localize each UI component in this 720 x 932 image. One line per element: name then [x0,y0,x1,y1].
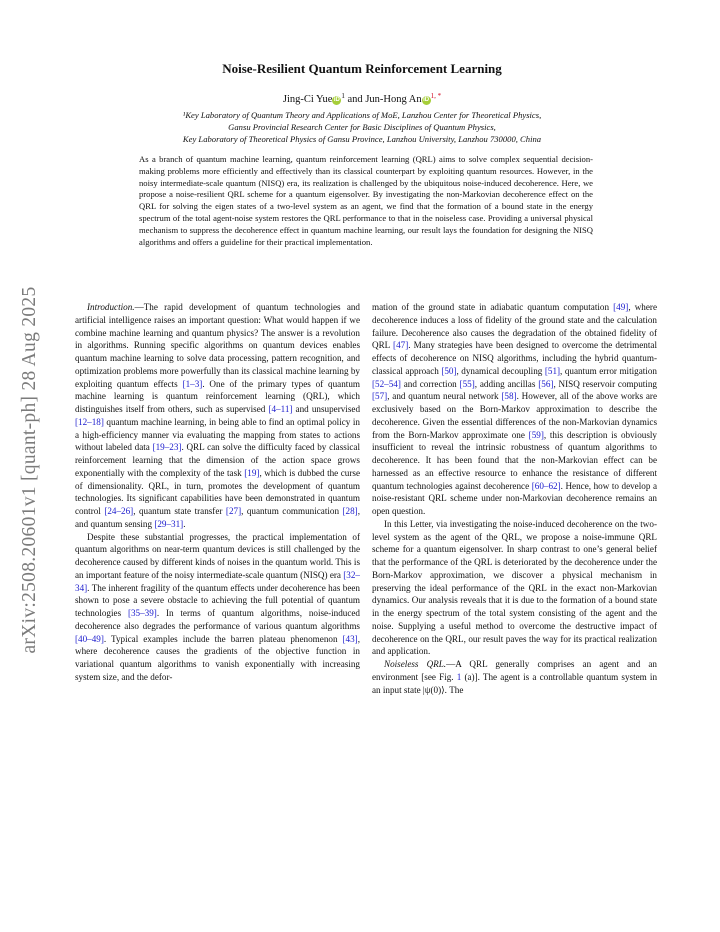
author-name: Jun-Hong An [365,94,422,105]
body-text: . Hence, how to develop a noise-resistant QRL scheme under non-Markovian decoherence remains an open question. [372,480,657,516]
body-column-right [372,301,657,696]
citation-link[interactable]: [35–39] [127,608,157,618]
body-text: , adding ancillas [474,378,539,389]
author-line [120,92,604,105]
citation-link[interactable]: [56] [538,378,554,389]
body-text: . One of the primary types of quantum machine learning is quantum reinforcement learning (QRL), which distinguishes itself from others, such as supervised [75,378,360,414]
citation-link[interactable]: [59] [528,429,544,440]
body-paragraph [372,658,657,696]
body-text: . [183,518,186,529]
citation-link[interactable]: [28] [342,506,358,516]
body-text: quantum machine learning, in being able to find an optimal policy in a high-efficiency manner via evaluating the mapping from states to actions without labeled data [75,416,360,453]
body-text: Despite these substantial progresses, the practical implementation of quantum algorithms on near-term quantum devices is still challenged by the decoherence caused by different kinds of noises in the quantum world. This is an important feature of the noisy intermediate-scale quantum (NISQ) era [75,531,360,580]
body-text: . In terms of quantum algorithms, noise-induced decoherence also degrades the performance of various quantum algorithms [75,608,360,631]
affiliation-line: Gansu Provincial Research Center for Basic Disciplines of Quantum Physics, [228,122,496,132]
body-text: , and quantum neural network [387,391,502,402]
body-column-left [75,301,360,684]
citation-link[interactable]: [24–26] [104,506,134,516]
citation-link[interactable]: [57] [372,391,388,402]
author-affil-marker[interactable]: 1, * [430,92,442,100]
body-text: . Many strategies have been designed to overcome the detrimental effects of decoherence on NISQ algorithms, including the hybrid quantum-classical approach [372,340,657,376]
body-text: , NISQ reservoir computing [553,378,657,389]
orcid-icon[interactable]: iD [423,97,430,103]
body-text: and correction [400,378,460,389]
body-text: . QRL can solve the difficulty faced by classical reinforcement learning that the dimension of the action space grows exponentially with the complexity of the task [75,442,360,478]
body-paragraph [75,531,360,684]
body-text: In this Letter, via investigating the noise-induced decoherence on the two-level system as the agent of the QRL, we propose a noise-immune QRL scheme for a quantum eigensolver. In sharp contrast to one’s general belief that the performance of the QRL is deteriorated by the decoherence under the Born-Markov approximation, we discover a physical mechanism in preserving the ideal performance of the QRL in the exact non-Markovian dynamics. Our analysis reveals that it is due to the formation of a bound state in the energy spectrum of the total system consisting of the agent and the noise. Supplying a useful method to overcome the destructive impact of decoherence on the QRL, our result paves the way for its practical realization and application. [372,518,657,657]
citation-link[interactable]: [49] [613,302,629,312]
arxiv-identifier-text: arXiv:2508.20601v1 [quant-ph] 28 Aug 2025 [19,286,40,654]
body-text: , this description is obviously insufficient to reveal the intrinsic robustness of quantum algorithms to decoherence. It has been found that the non-Markovian effect can be harnessed as an effective resource to enhance the resistance of different quantum technologies against decoherence [372,429,657,491]
body-text: . Typical examples include the barren plateau phenomenon [103,633,343,644]
citation-link[interactable]: [27] [225,506,242,516]
body-text: , which is dubbed the curse of dimensionality. QRL, in turn, promotes the development of quantum technologies. Its significant capabilities have been demonstrated in quantum control [75,467,360,516]
body-text: (a)]. The agent is a controllable quantum system in an input state |ψ(0)⟩. The [372,671,658,695]
body-text: , and quantum sensing [75,506,360,529]
authors-conjunction: and [347,94,363,105]
body-text: and unsupervised [292,404,361,414]
citation-link[interactable]: [60–62] [531,480,561,491]
citation-link[interactable]: [40–49] [75,633,104,644]
citation-link[interactable]: [32–34] [75,569,360,593]
author-name: Jing-Ci Yue [282,94,333,105]
affiliation-line: ¹Key Laboratory of Quantum Theory and Applications of MoE, Lanzhou Center for Theoretical Physics, [182,110,542,120]
citation-link[interactable]: [29–31] [154,518,184,529]
citation-link[interactable]: [52–54] [372,378,401,389]
body-text: —A QRL generally comprises an agent and an environment [see Fig. [372,659,657,682]
body-paragraph [372,301,657,518]
body-text: mation of the ground state in adiabatic quantum computation [372,302,614,312]
abstract: As a branch of quantum machine learning, quantum reinforcement learning (QRL) aims to solve complex sequential decision-making problems more efficiently and effectively than its classical counterpart by exploiting quantum resources. However, in the noisy intermediate-scale quantum (NISQ) era, its realization is challenged by the ubiquitous noise-induced decoherence. Here, we propose a noise-resilient QRL scheme for a quantum eigensolver. By investigating the non-Markovian decoherence effect on the QRL for solving the eigen states of a two-level system as an agent, we find that the formation of a bound state in the energy spectrum of the total agent-noise system restores the QRL performance to that in the noiseless case. Providing a universal physical mechanism to suppress the decoherence effect in quantum machine learning, our result lays the foundation for designing the NISQ algorithms and offers a guideline for their practical implementation. [139,154,593,247]
orcid-icon[interactable]: iD [333,97,340,103]
citation-link[interactable]: [50] [441,365,457,376]
citation-link[interactable]: 1 [456,671,462,682]
body-text: . The inherent fragility of the quantum effects under decoherence has been shown to pose a severe obstacle to achieving the full potential of quantum technologies [75,582,360,618]
citation-link[interactable]: [55] [459,378,475,389]
body-text: —The rapid development of quantum technologies and artificial intelligence raises an important question: What would happen if we combine machine learning and quantum physics? The answer is a revolution in algorithms. Running specific algorithms on quantum devices enables quantum machine learning to solve data processing, pattern recognition, and optimization problems more powerfully than its classical machine learning by exploiting quantum effects [75,302,360,389]
body-text: , quantum communication [241,506,343,516]
citation-link[interactable]: [19] [244,467,260,478]
citation-link[interactable]: [58] [501,391,517,402]
body-text: , dynamical decoupling [456,365,545,376]
citation-link[interactable]: [43] [342,633,358,644]
citation-link[interactable]: [1–3] [182,378,203,389]
body-text: , where decoherence causes the gradients of the objective function in variational quantum algorithms to vanish exponentially with increasing system size, and the defor- [75,633,360,682]
paper-title: Noise-Resilient Quantum Reinforcement Learning [222,61,502,76]
citation-link[interactable]: [51] [544,365,561,376]
paragraph-heading: Introduction. [87,302,135,312]
body-paragraph [372,518,657,658]
citation-link[interactable]: [12–18] [75,416,104,427]
citation-link[interactable]: [4–11] [268,404,293,414]
citation-link[interactable]: [47] [393,340,409,351]
body-text: , where decoherence induces a loss of fidelity of the ground state and the calculation failure. Decoherence also causes the degradation of the obtained fidelity of QRL [372,302,657,351]
body-paragraph [75,301,360,531]
author-affil-marker: 1 [341,92,345,100]
arxiv-identifier[interactable] [10,270,50,670]
body-text: , quantum error mitigation [560,365,657,376]
citation-link[interactable]: [19–23] [152,442,182,453]
affiliation-line: Key Laboratory of Theoretical Physics of Gansu Province, Lanzhou University, Lanzhou 730000, China [182,134,542,144]
paragraph-heading: Noiseless QRL. [384,659,447,669]
body-text: . However, all of the above works are exclusively based on the Born-Markov approximation to describe the decoherence. Given the essential differences of the non-Markovian dynamics from the Born-Markov approximate one [372,391,657,440]
body-text: , quantum state transfer [133,506,226,516]
